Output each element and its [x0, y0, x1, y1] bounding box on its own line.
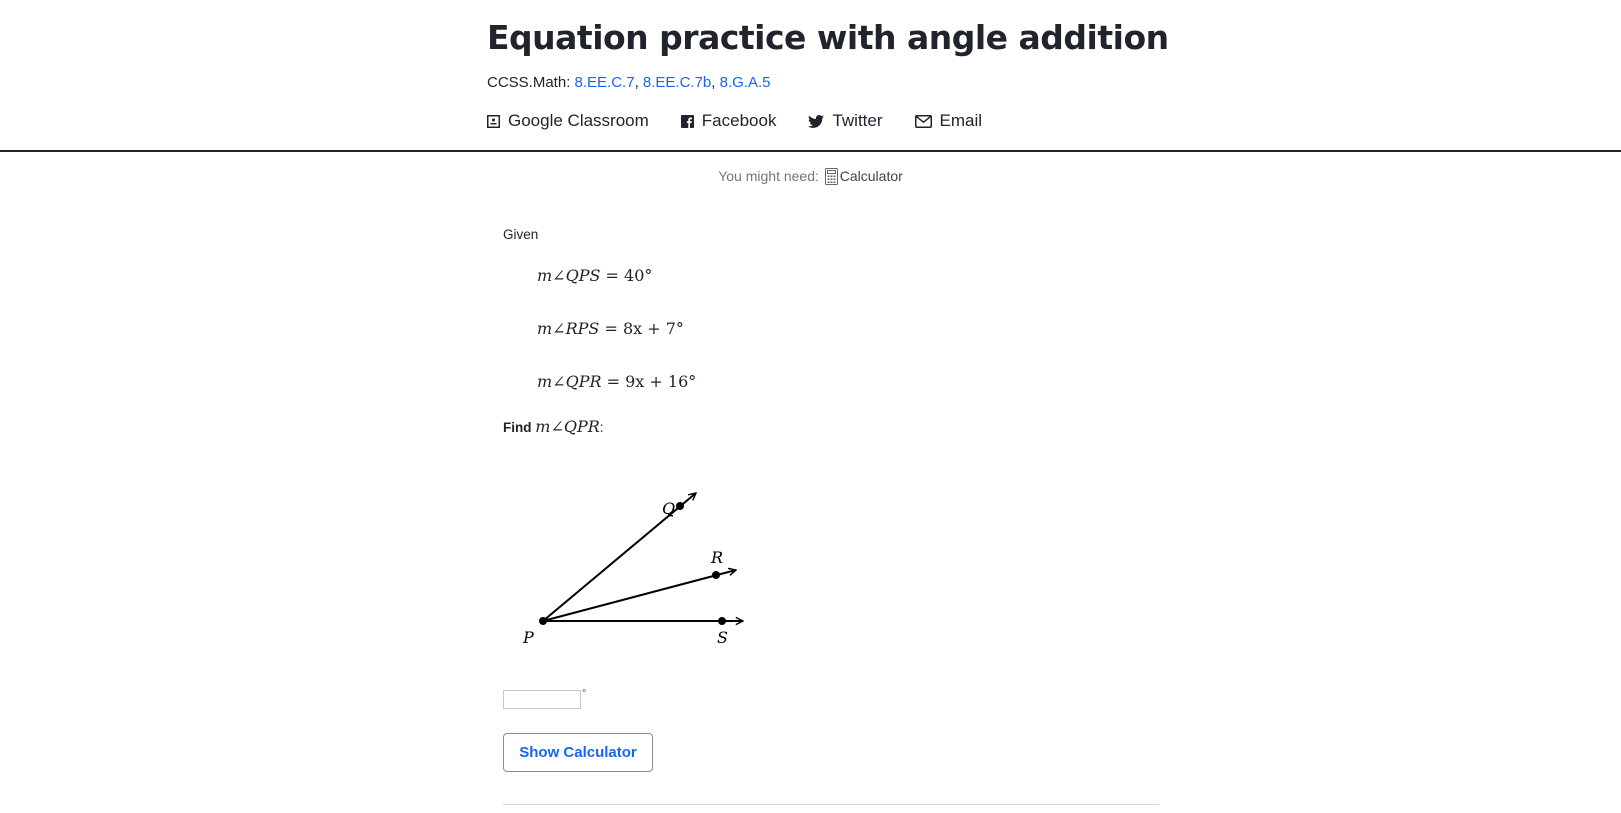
page-title: Equation practice with angle addition: [487, 18, 1169, 57]
page-header: [0, 0, 1621, 152]
equation-2: [537, 319, 684, 338]
calculator-icon: [823, 168, 840, 184]
standards-prefix: CCSS.Math:: [487, 74, 575, 91]
equation-lhs: m∠RPS: [537, 319, 600, 338]
find-target: m∠QPR: [535, 417, 600, 436]
standard-link-2[interactable]: 8.EE.C.7b: [642, 74, 712, 91]
equation-3: [537, 372, 696, 391]
divider: [503, 804, 1159, 805]
share-label: Facebook: [701, 111, 777, 130]
twitter-icon: [808, 115, 824, 128]
share-bar: [487, 111, 982, 131]
facebook-icon: [681, 115, 694, 128]
find-label: Find: [503, 420, 532, 435]
google-classroom-icon: [487, 115, 500, 128]
standards-line: CCSS.Math: 8.EE.C.7, 8.EE.C.7b, 8.G.A.5: [487, 74, 771, 91]
standard-link-3[interactable]: 8.G.A.5: [719, 74, 771, 91]
label-p: P: [523, 628, 534, 647]
share-label: Google Classroom: [508, 111, 649, 130]
share-facebook[interactable]: [681, 111, 777, 131]
share-label: Email: [939, 111, 983, 130]
degree-unit: °: [582, 688, 587, 700]
answer-input[interactable]: [503, 690, 581, 709]
angle-diagram: [500, 475, 760, 655]
equation-lhs: m∠QPR: [537, 372, 602, 391]
point-p: [539, 617, 547, 625]
share-email[interactable]: [915, 111, 983, 131]
point-s: [718, 617, 726, 625]
equation-1: [537, 266, 652, 285]
given-label: Given: [503, 227, 539, 242]
tools-needed: [0, 168, 1621, 185]
find-prompt: [503, 417, 604, 436]
share-google-classroom[interactable]: [487, 111, 649, 131]
label-q: Q: [662, 499, 676, 518]
point-r: [712, 571, 720, 579]
equation-lhs: m∠QPS: [537, 266, 601, 285]
share-label: Twitter: [832, 111, 883, 130]
label-r: R: [711, 548, 724, 567]
equation-rhs: = 8x + 7°: [604, 319, 684, 338]
equation-rhs: = 9x + 16°: [606, 372, 697, 391]
equation-rhs: = 40°: [605, 266, 653, 285]
tools-prefix: You might need:: [718, 168, 823, 184]
calculator-label: Calculator: [839, 168, 903, 184]
find-suffix: :: [599, 420, 604, 435]
share-twitter[interactable]: [808, 111, 882, 131]
email-icon: [915, 115, 932, 128]
calculator-link[interactable]: [823, 168, 903, 184]
point-q: [676, 502, 684, 510]
standard-link-1[interactable]: 8.EE.C.7: [574, 74, 635, 91]
show-calculator-button[interactable]: Show Calculator: [503, 733, 653, 772]
label-s: S: [717, 628, 728, 647]
